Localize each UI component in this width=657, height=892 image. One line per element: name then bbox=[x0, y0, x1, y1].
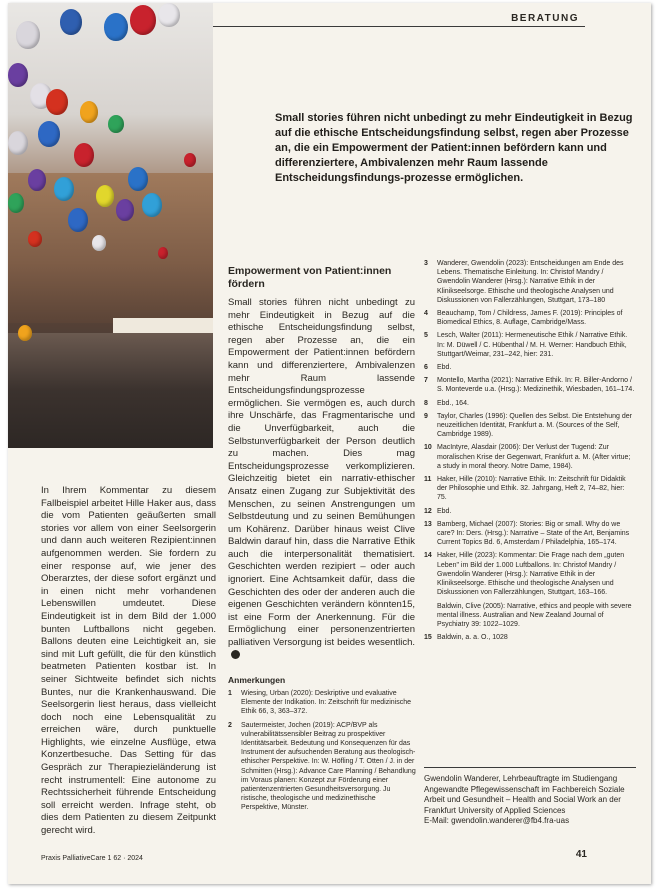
author-bio bbox=[424, 774, 636, 827]
balloon bbox=[68, 208, 88, 232]
note-number: 5 bbox=[424, 332, 428, 340]
balloon bbox=[108, 115, 124, 133]
note-number: 14 bbox=[424, 552, 432, 560]
note-text: MacIntyre, Alasdair (2006): Der Verlust der Tugend: Zur moralischen Krise der Gegenwart, Frankfurt a. M. (After virtue; a study in moral theory. Notre Dame, 1984). bbox=[437, 444, 631, 470]
note-text: Ebd., 164. bbox=[437, 399, 469, 407]
note-number: 2 bbox=[228, 721, 232, 729]
notes-list-right bbox=[424, 259, 636, 646]
balloon bbox=[130, 5, 156, 35]
note-text: Bamberg, Michael (2007): Stories: Big or small. Why do we care? In: Ders. (Hrsg.): Narrative – State of the Art, Benjamins Current Topics Bd. 6, Amsterdam / Philadelphia, 165–174. bbox=[437, 520, 630, 547]
note-item bbox=[424, 507, 636, 516]
note-item bbox=[424, 551, 636, 597]
note-item bbox=[424, 399, 636, 408]
note-item bbox=[424, 331, 636, 359]
note-item bbox=[424, 475, 636, 503]
balloon-photo bbox=[8, 3, 213, 448]
bio-rule bbox=[424, 767, 636, 768]
balloon bbox=[46, 89, 68, 115]
note-item bbox=[424, 520, 636, 548]
note-number: 10 bbox=[424, 444, 432, 452]
note-text: Taylor, Charles (1996): Quellen des Selbst. Die Entstehung der neuzeitlichen Identität, Frankfurt a. M. (Sources of the Self, Cambridge 1989). bbox=[437, 412, 632, 439]
balloon bbox=[158, 247, 168, 259]
balloon bbox=[92, 235, 106, 251]
note-item bbox=[424, 412, 636, 440]
note-text: Wanderer, Gwendolin (2023): Entscheidungen am Ende des Lebens. Thematische Einleitung. In: Christof Mandry / Gwendolin Wanderer (Hrsg.): Narrative Ethik in der Klinikseelsorge. Ethische und theologische Analysen und Diskussionen von Fallerzählungen, Stuttgart, 173–180 bbox=[437, 260, 624, 304]
balloon bbox=[28, 231, 42, 247]
header-rule bbox=[213, 26, 585, 27]
section-heading: Empowerment von Patient:innen fördern bbox=[228, 265, 392, 290]
note-number: 3 bbox=[424, 260, 428, 267]
note-text: Ebd. bbox=[437, 507, 452, 515]
note-item bbox=[424, 602, 636, 630]
note-text: Haker, Hille (2023): Kommentar: Die Frage nach dem „guten Leben" im Bild der 1.000 Luftballons. In: Christof Mandry / Gwendolin Wanderer (Hrsg.): Narrative Ethik in der Klinikseelsorge. Ethische und theologische Analysen und Diskussionen von Fallerzählungen, Stuttgart, 163–166. bbox=[437, 552, 625, 597]
author-bio-text: Gwendolin Wanderer, Lehrbeauftragte im Studiengang Angewandte Pflegewissenschaft im Fachbereich Soziale Arbeit und Gesundheit – Health and Social Work an der Frankfurt University of Applied Sciences bbox=[424, 774, 625, 815]
note-item bbox=[424, 363, 636, 372]
note-item bbox=[228, 721, 416, 813]
balloon bbox=[128, 167, 148, 191]
end-mark-icon bbox=[231, 650, 240, 659]
balloon bbox=[60, 9, 82, 35]
note-text: Baldwin, a. a. O., 1028 bbox=[437, 634, 508, 642]
note-item bbox=[424, 376, 636, 394]
notes-list-middle bbox=[228, 689, 416, 817]
middle-column-body: Small stories führen nicht unbedingt zu mehr Eindeutigkeit in Bezug auf die ethische Entscheidungsfindung selbst, regen aber Prozesse an, die ein Empowerment der Patient:innen befördern kann und differenziertere, Ambivalenzen mehr Raum lassende Entscheidungsfindungsprozesse ermöglichen. Sie vermögen es, auch durch ihre Unschärfe, das Fragmentarische und die Unverfügbarkeit, auch die Selbstunverfügbarkeit der Person deutlich zu machen. Dies mag Entscheidungsprozesse verkomplizieren. Gleichzeitig bietet ein narrativ-ethischer Ansatz einen Zugang zur Subjektivität des Menschen, zu seinen Anstrengungen um Selbstdeutung und zu seinen Bemühungen um Kohärenz. Darüber hinaus weist Clive Baldwin darauf hin, dass die Narrative Ethik auch die interpersonalität thematisiert. Geschichten werden rezipiert – oder auch ignoriert. Eine Achtsamkeit dafür, dass die Geschichten des oder der anderen auch die eigenen Geschichten verändern könnten15, ist eine Form der Anerkennung. Für die Ermöglichung einer personenzentrierten palliativen Versorgung ist beides wesentlich. bbox=[228, 297, 415, 649]
section-label: BERATUNG bbox=[511, 13, 579, 24]
balloon bbox=[142, 193, 162, 217]
middle-column-text bbox=[228, 297, 415, 662]
balloon bbox=[16, 21, 40, 49]
balloon bbox=[54, 177, 74, 201]
note-text: Lesch, Walter (2011): Hermeneutische Ethik / Narrative Ethik. In: M. Düwell / C. Hübenthal / M. H. Werner: Handbuch Ethik, Stuttgart/Weimar, 231–242, hier: 231. bbox=[437, 332, 628, 358]
balloon bbox=[74, 143, 94, 167]
left-column bbox=[41, 485, 216, 838]
balloon bbox=[8, 131, 28, 155]
balloon bbox=[80, 101, 98, 123]
note-item bbox=[228, 689, 416, 717]
page-number: 41 bbox=[575, 849, 587, 860]
note-number: 6 bbox=[424, 364, 428, 372]
note-number: 4 bbox=[424, 310, 428, 318]
journal-footer: Praxis PalliativeCare 1 62 · 2024 bbox=[41, 855, 143, 862]
balloon bbox=[38, 121, 60, 147]
note-item bbox=[424, 309, 636, 327]
note-number: 7 bbox=[424, 377, 428, 385]
balloon bbox=[8, 193, 24, 213]
balloon bbox=[96, 185, 114, 207]
middle-column bbox=[228, 265, 415, 662]
note-number: 12 bbox=[424, 507, 432, 515]
note-text: Beauchamp, Tom / Childress, James F. (2019): Principles of Biomedical Ethics, 8. Auflage, Cambridge/Mass. bbox=[437, 310, 623, 327]
note-number: 1 bbox=[228, 690, 232, 697]
note-text: Ebd. bbox=[437, 364, 452, 372]
balloon bbox=[158, 3, 180, 27]
balloon bbox=[8, 63, 28, 87]
pull-quote: Small stories führen nicht unbedingt zu mehr Eindeutigkeit in Bezug auf die ethische Entscheidungsfindung selbst, regen aber Prozesse an, die ein Empowerment der Patient:innen befördern kann und differenziertere, Ambivalenzen mehr Raum lassende Entscheidungsfindungs-prozesse ermöglichen. bbox=[275, 112, 633, 184]
note-item bbox=[424, 633, 636, 642]
note-number: 8 bbox=[424, 399, 428, 407]
note-number: 13 bbox=[424, 520, 432, 528]
note-number: 11 bbox=[424, 476, 432, 484]
note-text: Baldwin, Clive (2005): Narrative, ethics and people with severe mental illness. Australian and New Zealand Journal of Psychiatry 39: 1022–1029. bbox=[437, 602, 632, 628]
note-number: 9 bbox=[424, 412, 428, 420]
note-item bbox=[424, 259, 636, 305]
balloon bbox=[184, 153, 196, 167]
note-number: 15 bbox=[424, 634, 432, 642]
magazine-page bbox=[8, 3, 651, 884]
note-number bbox=[424, 602, 437, 630]
note-item bbox=[424, 443, 636, 471]
author-email: E-Mail: gwendolin.wanderer@fb4.fra-uas bbox=[424, 816, 570, 825]
note-text: Wiesing, Urban (2020): Deskriptive und evaluative Elemente der Indikation. In: Zeitschrift für medizinische Ethik 66, 3, 363–372. bbox=[241, 690, 412, 716]
crowd bbox=[8, 333, 213, 448]
balloon bbox=[18, 325, 32, 341]
note-text: Sautermeister, Jochen (2019): ACP/BVP als vulnerabilitätssensibler Beitrag zu prospektiver Identitätsarbeit. Bedeutung und Konsequenzen für das Instrument der aufsuchenden Beratung aus theologisch-ethischer Perspektive. In: W. Höfling / T. Otten / J. in der Schmitten (Hrsg.): Advance Care Planning / Behandlung im Voraus planen: Konzept zur Förderung einer patientenzentrierten Gesundheitsversorgung. Ju ristische, theologische und medizinethische Perspektive, Münster. bbox=[241, 721, 416, 812]
note-text: Haker, Hille (2010): Narrative Ethik. In: Zeitschrift für Didaktik der Philosophie und Ethik. 32. Jahrgang, Heft 2, 74–82, hier: 75. bbox=[437, 476, 626, 502]
balloon bbox=[104, 13, 128, 41]
left-column-text: In Ihrem Kommentar zu diesem Fallbeispiel arbeitet Hille Haker aus, dass die vom Patienten geäußerten small stories vor allem von einer Seelsorgerin und dann auch weiteren Rezipient:innen aufgenommen werden. Sie fordern zu einer response auf, wie jener des Oberarztes, der diese sofort ergänzt und in einen nicht mehr vorhandenen Lebenswillen umdeutet. Diese Eindeutigkeit ist in dem Bild der 1.000 bunten Luftballons nicht gegeben. Ballons deuten eine Leichtigkeit an, sie sind mit Luft gefüllt, die für den künstlich beatmeten Patienten kostbar ist. In seiner Sichtweite befindet sich nichts Buntes, nur die Krankenhauswand. Die Seelsorgerin liest heraus, dass vielleicht doch noch eine Lebensqualität zu erreichen wäre, durch punktuelle Highlights, wie einzelne Ausflüge, etwa Konzertbesuche. Das Setting für das Gespräch zur Therapiezieländerung ist recht instrumentell: Eine autonome zu Rechtssicherheit führende Entscheidung soll erreicht werden. Infrage steht, ob dies dem Patienten zu diesem Zeitpunkt gerecht wird. bbox=[41, 485, 216, 837]
note-text: Montello, Martha (2021): Narrative Ethik. In: R. Biller-Andorno / S. Monteverde u.a. (Hrsg.): Medizinethik, Wiesbaden, 161–174. bbox=[437, 377, 635, 394]
balloon bbox=[28, 169, 46, 191]
notes-title: Anmerkungen bbox=[228, 675, 286, 685]
balloon bbox=[116, 199, 134, 221]
